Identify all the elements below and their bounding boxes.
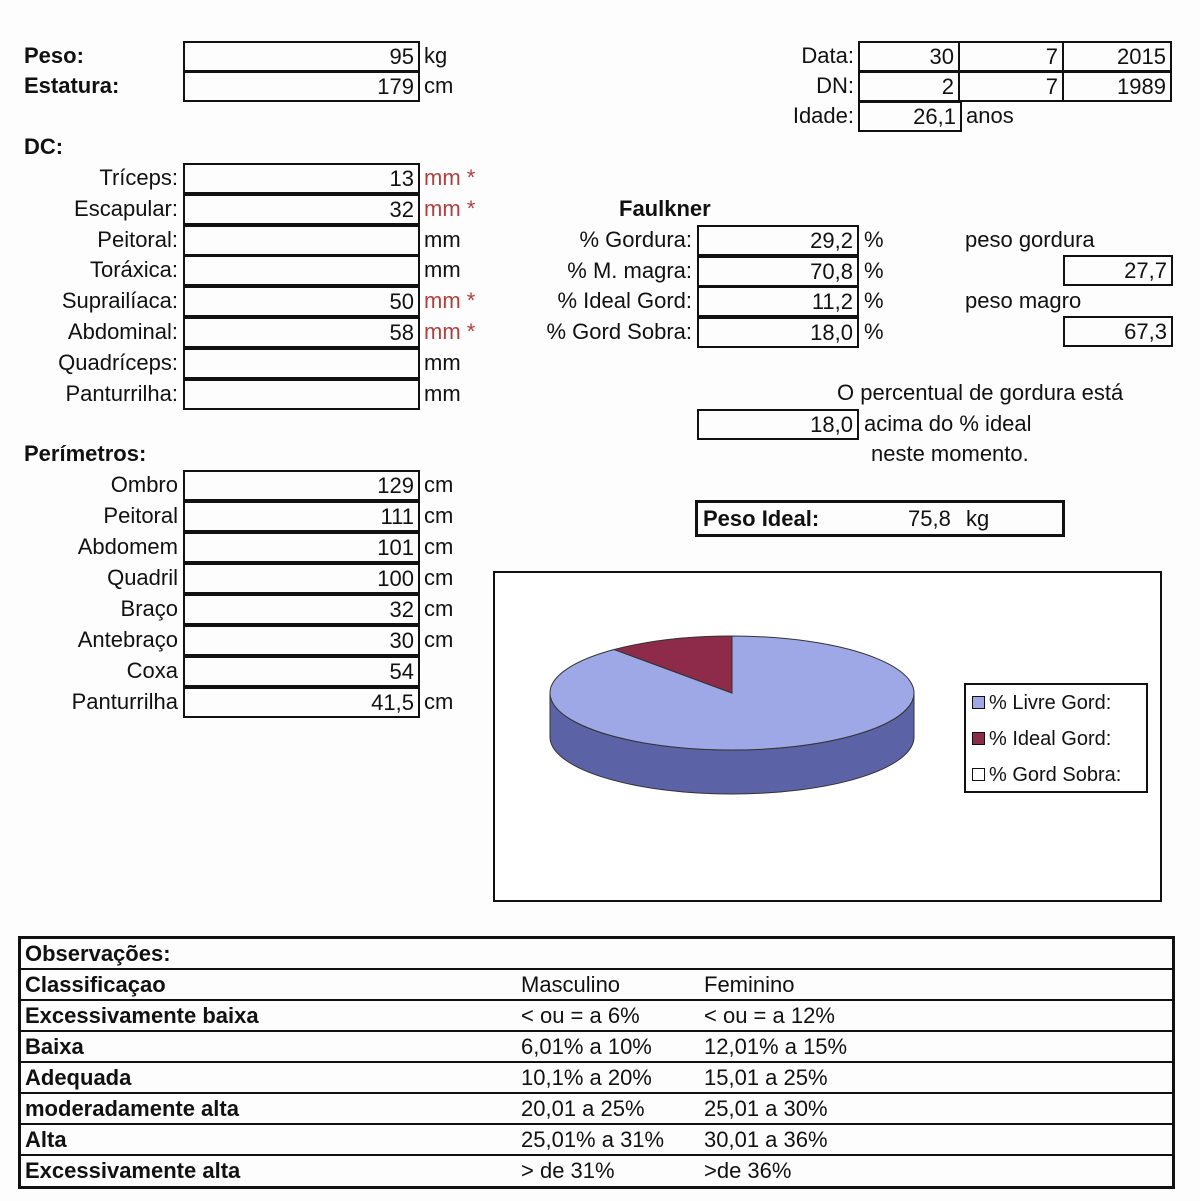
- dn-day-field[interactable]: 2: [858, 71, 960, 102]
- dc-label: Tríceps:: [99, 165, 178, 190]
- data-year-field[interactable]: 2015: [1062, 41, 1172, 72]
- classificacao-cell: Excessivamente baixa: [25, 1003, 259, 1028]
- faulkner-field[interactable]: 29,2: [697, 225, 859, 256]
- dc-unit: mm *: [424, 195, 476, 221]
- dn-label: DN:: [816, 73, 854, 98]
- classificacao-cell: Alta: [25, 1127, 67, 1152]
- dc-label: Escapular:: [74, 195, 178, 221]
- perimetro-unit: cm: [424, 534, 454, 559]
- dc-unit: mm *: [424, 288, 476, 314]
- peso-ideal-label: Peso Ideal:: [703, 506, 820, 531]
- estatura-unit: cm: [424, 73, 454, 98]
- peso-field[interactable]: 95: [183, 41, 420, 72]
- feminino-cell: 30,01 a 36%: [704, 1127, 828, 1152]
- feminino-cell: 25,01 a 30%: [704, 1096, 828, 1121]
- data-day-field[interactable]: 30: [858, 41, 960, 72]
- perimetro-unit: cm: [424, 565, 454, 590]
- header-masculino: Masculino: [521, 972, 621, 997]
- perimetro-label: Abdomem: [77, 534, 178, 559]
- estatura-label: Estatura:: [24, 73, 120, 98]
- legend-swatch-ideal: [972, 732, 985, 745]
- dc-label: Toráxica:: [89, 257, 178, 283]
- classificacao-cell: moderadamente alta: [25, 1096, 239, 1121]
- header-classificacao: Classificaçao: [25, 972, 166, 997]
- faulkner-label: % Gordura:: [579, 227, 692, 252]
- classificacao-cell: Baixa: [25, 1034, 84, 1059]
- peso-ideal-box: [695, 500, 1065, 537]
- perimetro-field[interactable]: 54: [183, 656, 420, 687]
- dc-unit: mm: [424, 257, 461, 283]
- dc-field[interactable]: [183, 255, 420, 286]
- header-feminino: Feminino: [704, 972, 795, 997]
- legend-label-livre: % Livre Gord:: [989, 692, 1112, 714]
- classificacao-cell: Excessivamente alta: [25, 1158, 241, 1183]
- masculino-cell: 25,01% a 31%: [521, 1127, 665, 1152]
- perimetro-field[interactable]: 129: [183, 470, 420, 501]
- perimetro-label: Peitoral: [103, 503, 178, 528]
- dc-field[interactable]: [183, 379, 420, 410]
- data-label: Data:: [801, 43, 854, 68]
- observacoes-header-row: [21, 970, 1172, 1001]
- chart-legend: [964, 683, 1148, 793]
- legend-label-ideal: % Ideal Gord:: [989, 728, 1112, 750]
- perimetros-title: Perímetros:: [24, 441, 147, 466]
- perimetro-label: Panturrilha: [71, 689, 178, 714]
- dc-title: DC:: [24, 134, 64, 159]
- faulkner-field[interactable]: 70,8: [697, 256, 859, 287]
- dc-unit: mm: [424, 349, 461, 375]
- faulkner-label: % M. magra:: [567, 257, 692, 283]
- legend-item-ideal: [972, 727, 1111, 751]
- faulkner-label: % Gord Sobra:: [546, 318, 692, 344]
- masculino-cell: 10,1% a 20%: [521, 1065, 652, 1090]
- legend-item-livre: [972, 691, 1111, 715]
- faulkner-unit: %: [864, 257, 884, 283]
- faulkner-unit: %: [864, 288, 884, 313]
- dc-label: Quadríceps:: [58, 349, 178, 375]
- dc-field[interactable]: 13: [183, 163, 420, 194]
- idade-unit: anos: [966, 103, 1014, 128]
- legend-item-sobra: [972, 763, 1121, 787]
- peso-gordura-label: peso gordura: [965, 227, 1095, 252]
- perimetro-unit: cm: [424, 627, 454, 652]
- dc-label: Peitoral:: [97, 226, 178, 252]
- peso-ideal-unit: kg: [966, 506, 990, 531]
- perimetro-field[interactable]: 30: [183, 625, 420, 656]
- faulkner-title: Faulkner: [619, 196, 711, 221]
- masculino-cell: 20,01 a 25%: [521, 1096, 645, 1121]
- faulkner-field[interactable]: 18,0: [697, 317, 859, 348]
- observacoes-table: [18, 936, 1175, 1189]
- masculino-cell: > de 31%: [521, 1158, 615, 1183]
- percentual-line2: acima do % ideal: [864, 411, 1032, 436]
- perimetro-field[interactable]: 41,5: [183, 687, 420, 718]
- perimetro-unit: cm: [424, 689, 454, 714]
- observacoes-row: [21, 1156, 1172, 1187]
- percentual-field[interactable]: 18,0: [697, 409, 859, 440]
- observacoes-title-row: [21, 939, 1172, 970]
- data-month-field[interactable]: 7: [958, 41, 1064, 72]
- faulkner-label: % Ideal Gord:: [557, 288, 692, 313]
- perimetro-unit: cm: [424, 596, 454, 621]
- peso-magro-field[interactable]: 67,3: [1063, 316, 1173, 347]
- dc-field[interactable]: 32: [183, 194, 420, 225]
- dc-unit: mm *: [424, 165, 476, 190]
- observacoes-row: [21, 1032, 1172, 1063]
- dc-unit: mm: [424, 226, 461, 252]
- dc-unit: mm: [424, 380, 461, 406]
- faulkner-field[interactable]: 11,2: [697, 286, 859, 317]
- faulkner-unit: %: [864, 318, 884, 344]
- dc-field[interactable]: 50: [183, 286, 420, 317]
- legend-swatch-sobra: [972, 768, 985, 781]
- peso-unit: kg: [424, 43, 448, 68]
- faulkner-unit: %: [864, 227, 884, 252]
- observacoes-row: [21, 1063, 1172, 1094]
- dc-field[interactable]: [183, 348, 420, 379]
- idade-label: Idade:: [792, 103, 854, 128]
- legend-swatch-livre: [972, 696, 985, 709]
- feminino-cell: < ou = a 12%: [704, 1003, 835, 1028]
- perimetro-label: Quadril: [107, 565, 178, 590]
- estatura-field[interactable]: 179: [183, 71, 420, 102]
- perimetro-label: Antebraço: [77, 627, 178, 652]
- perimetro-label: Braço: [120, 596, 178, 621]
- peso-label: Peso:: [24, 43, 84, 68]
- perimetro-field[interactable]: 100: [183, 563, 420, 594]
- peso-gordura-field[interactable]: 27,7: [1063, 255, 1173, 286]
- perimetro-field[interactable]: 101: [183, 532, 420, 563]
- peso-magro-label: peso magro: [965, 288, 1082, 313]
- observacoes-title: Observações:: [25, 941, 171, 966]
- masculino-cell: 6,01% a 10%: [521, 1034, 652, 1059]
- percentual-line3: neste momento.: [871, 441, 1029, 466]
- observacoes-row: [21, 1094, 1172, 1125]
- feminino-cell: 15,01 a 25%: [704, 1065, 828, 1090]
- perimetro-label: Ombro: [110, 472, 178, 497]
- legend-label-sobra: % Gord Sobra:: [989, 764, 1122, 786]
- dc-label: Panturrilha:: [65, 380, 178, 406]
- masculino-cell: < ou = a 6%: [521, 1003, 640, 1028]
- perimetro-unit: cm: [424, 472, 454, 497]
- perimetro-field[interactable]: 111: [183, 501, 420, 532]
- feminino-cell: >de 36%: [704, 1158, 792, 1183]
- percentual-line1: O percentual de gordura está: [837, 380, 1124, 405]
- dn-month-field[interactable]: 7: [958, 71, 1064, 102]
- feminino-cell: 12,01% a 15%: [704, 1034, 848, 1059]
- dn-year-field[interactable]: 1989: [1062, 71, 1172, 102]
- dc-field[interactable]: 58: [183, 317, 420, 348]
- observacoes-row: [21, 1125, 1172, 1156]
- dc-label: Suprailíaca:: [61, 288, 178, 314]
- dc-label: Abdominal:: [67, 319, 178, 344]
- pie-slices: [550, 636, 914, 750]
- perimetro-label: Coxa: [126, 658, 178, 683]
- dc-unit: mm *: [424, 319, 476, 344]
- observacoes-row: [21, 1001, 1172, 1032]
- idade-field[interactable]: 26,1: [858, 101, 962, 132]
- perimetro-field[interactable]: 32: [183, 594, 420, 625]
- perimetro-unit: cm: [424, 503, 454, 528]
- dc-field[interactable]: [183, 225, 420, 256]
- classificacao-cell: Adequada: [25, 1065, 132, 1090]
- peso-ideal-value: 75,8: [908, 506, 951, 531]
